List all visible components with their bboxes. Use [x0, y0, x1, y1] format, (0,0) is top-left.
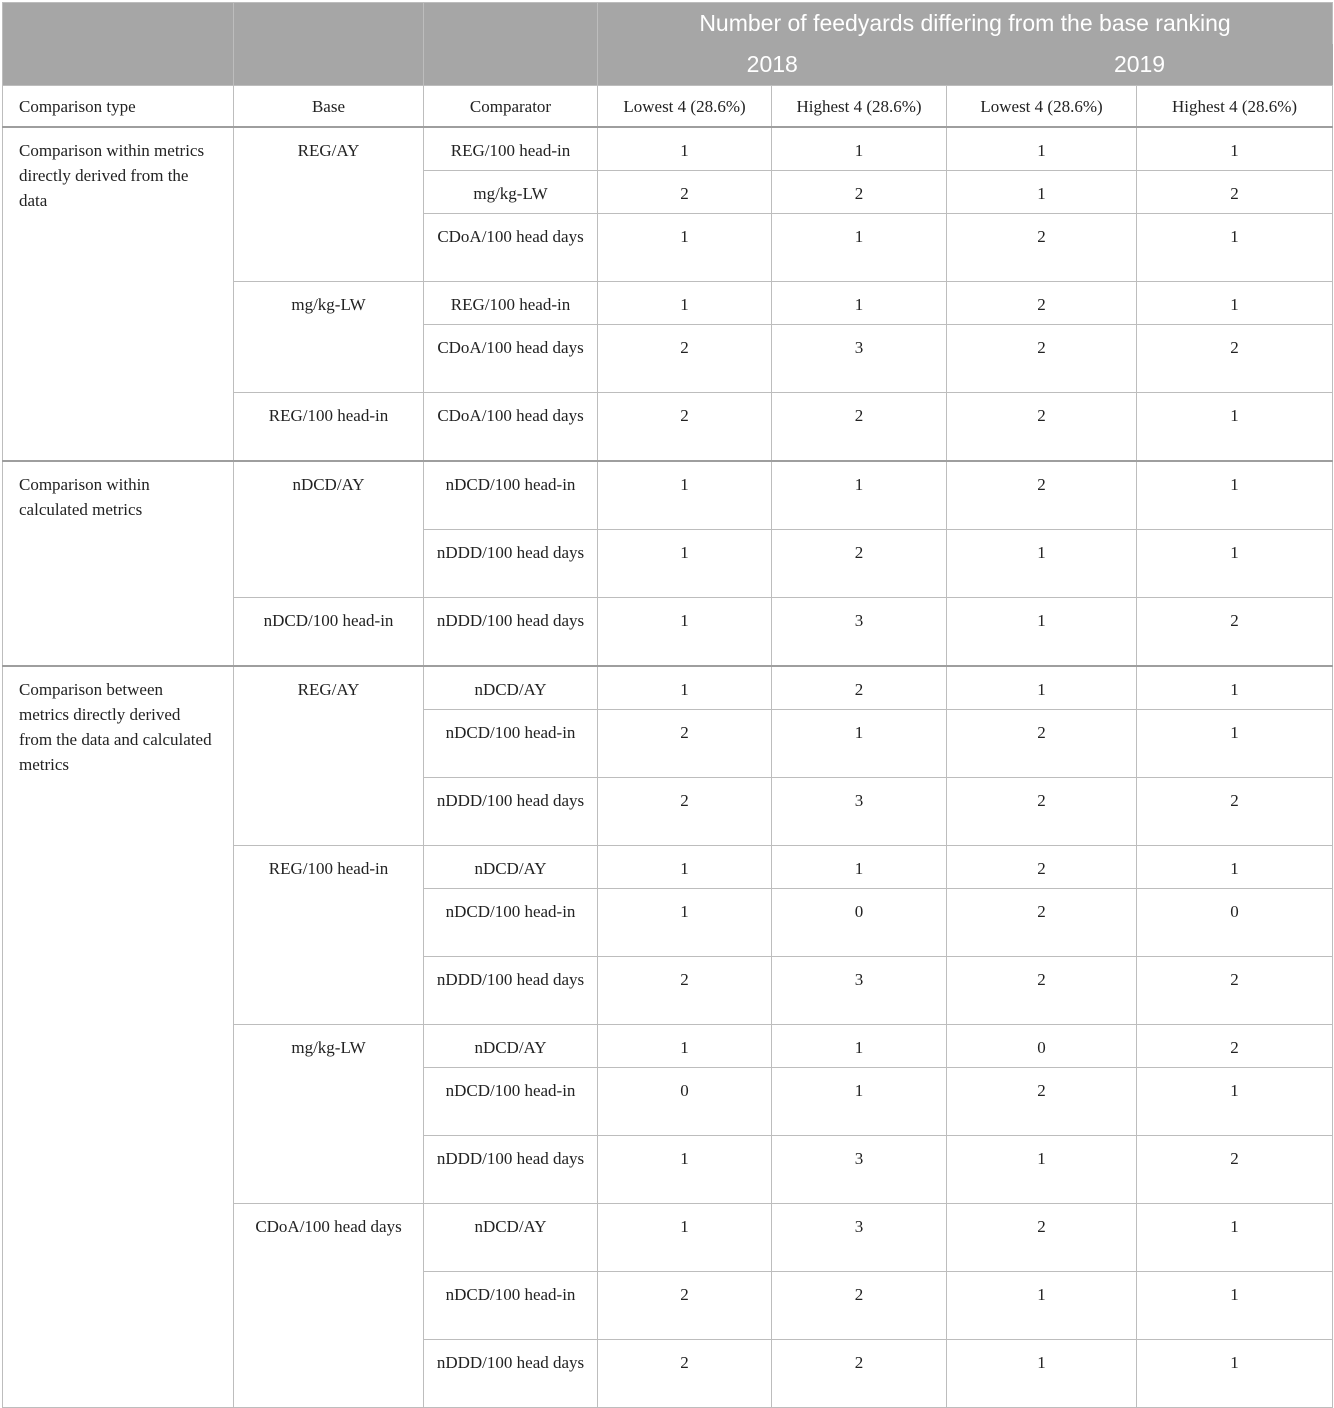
- base-cell: CDoA/100 head days: [234, 1204, 424, 1408]
- base-cell: REG/AY: [234, 666, 424, 846]
- highest-2019-cell: 2: [1137, 325, 1333, 393]
- lowest-2018-cell: 1: [598, 530, 772, 598]
- lowest-2019-cell: 1: [947, 171, 1137, 214]
- lowest-2019-cell: 1: [947, 598, 1137, 667]
- highest-2018-cell: 2: [772, 530, 947, 598]
- highest-2019-cell: 1: [1137, 1340, 1333, 1408]
- comparator-cell: nDDD/100 head days: [424, 957, 598, 1025]
- highest-2019-cell: 2: [1137, 778, 1333, 846]
- highest-2019-cell: 1: [1137, 666, 1333, 710]
- highest-2018-cell: 1: [772, 127, 947, 171]
- highest-2019-cell: 2: [1137, 1025, 1333, 1068]
- lowest-2019-cell: 1: [947, 530, 1137, 598]
- highest-2018-cell: 3: [772, 1204, 947, 1272]
- lowest-2018-cell: 1: [598, 214, 772, 282]
- highest-2019-cell: 2: [1137, 598, 1333, 667]
- highest-2018-cell: 1: [772, 1025, 947, 1068]
- highest-2019-cell: 1: [1137, 710, 1333, 778]
- highest-2019-cell: 1: [1137, 214, 1333, 282]
- base-cell: mg/kg-LW: [234, 282, 424, 393]
- highest-2019-cell: 1: [1137, 1068, 1333, 1136]
- base-cell: REG/AY: [234, 127, 424, 282]
- ranking-comparison-table: [2, 2, 1333, 1408]
- lowest-2018-cell: 2: [598, 1272, 772, 1340]
- comparator-cell: CDoA/100 head days: [424, 325, 598, 393]
- lowest-2018-cell: 2: [598, 393, 772, 462]
- highest-2019-cell: 2: [1137, 957, 1333, 1025]
- comparator-cell: nDCD/100 head-in: [424, 889, 598, 957]
- lowest-2019-cell: 1: [947, 1340, 1137, 1408]
- table-row: [3, 127, 1333, 171]
- lowest-2018-cell: 2: [598, 325, 772, 393]
- highest-2019-cell: 1: [1137, 393, 1333, 462]
- lowest-2018-cell: 1: [598, 127, 772, 171]
- lowest-2018-cell: 1: [598, 1025, 772, 1068]
- comparator-cell: nDDD/100 head days: [424, 1340, 598, 1408]
- comparator-cell: nDCD/AY: [424, 1204, 598, 1272]
- col-comparison-type: Comparison type: [3, 86, 234, 128]
- col-comparator: Comparator: [424, 86, 598, 128]
- lowest-2018-cell: 0: [598, 1068, 772, 1136]
- highest-2018-cell: 2: [772, 171, 947, 214]
- comparator-cell: nDDD/100 head days: [424, 598, 598, 667]
- highest-2019-cell: 1: [1137, 1272, 1333, 1340]
- col-lowest-2019: Lowest 4 (28.6%): [947, 86, 1137, 128]
- comparator-cell: nDCD/AY: [424, 846, 598, 889]
- lowest-2018-cell: 1: [598, 846, 772, 889]
- lowest-2018-cell: 1: [598, 889, 772, 957]
- header-blank-cell: [424, 3, 598, 86]
- highest-2018-cell: 1: [772, 214, 947, 282]
- lowest-2018-cell: 1: [598, 1204, 772, 1272]
- lowest-2018-cell: 2: [598, 171, 772, 214]
- lowest-2019-cell: 2: [947, 214, 1137, 282]
- comparison-type-cell: Comparison within metrics directly derived from the data: [3, 127, 234, 461]
- comparator-cell: nDCD/AY: [424, 1025, 598, 1068]
- lowest-2019-cell: 2: [947, 846, 1137, 889]
- lowest-2018-cell: 2: [598, 957, 772, 1025]
- year-2018-header: 2018: [598, 44, 947, 86]
- comparator-cell: nDCD/100 head-in: [424, 461, 598, 530]
- highest-2018-cell: 1: [772, 282, 947, 325]
- lowest-2018-cell: 1: [598, 666, 772, 710]
- highest-2018-cell: 2: [772, 1272, 947, 1340]
- table-row: [3, 461, 1333, 530]
- comparator-cell: nDDD/100 head days: [424, 530, 598, 598]
- highest-2018-cell: 2: [772, 1340, 947, 1408]
- lowest-2019-cell: 2: [947, 393, 1137, 462]
- highest-2018-cell: 1: [772, 461, 947, 530]
- highest-2019-cell: 1: [1137, 282, 1333, 325]
- column-header-row: [3, 86, 1333, 128]
- highest-2018-cell: 3: [772, 325, 947, 393]
- lowest-2018-cell: 2: [598, 778, 772, 846]
- lowest-2018-cell: 1: [598, 598, 772, 667]
- highest-2019-cell: 1: [1137, 127, 1333, 171]
- table-row: [3, 666, 1333, 710]
- comparison-type-cell: Comparison within calculated metrics: [3, 461, 234, 666]
- comparator-cell: REG/100 head-in: [424, 127, 598, 171]
- base-cell: REG/100 head-in: [234, 393, 424, 462]
- comparator-cell: nDCD/100 head-in: [424, 710, 598, 778]
- lowest-2018-cell: 2: [598, 1340, 772, 1408]
- lowest-2019-cell: 2: [947, 282, 1137, 325]
- highest-2018-cell: 3: [772, 778, 947, 846]
- highest-2018-cell: 2: [772, 393, 947, 462]
- lowest-2019-cell: 2: [947, 889, 1137, 957]
- comparator-cell: REG/100 head-in: [424, 282, 598, 325]
- lowest-2019-cell: 2: [947, 325, 1137, 393]
- year-2019-header: 2019: [947, 44, 1333, 86]
- base-cell: nDCD/100 head-in: [234, 598, 424, 667]
- lowest-2019-cell: 2: [947, 1204, 1137, 1272]
- highest-2019-cell: 2: [1137, 1136, 1333, 1204]
- comparator-cell: CDoA/100 head days: [424, 214, 598, 282]
- comparison-type-cell: Comparison between metrics directly derived from the data and calculated metrics: [3, 666, 234, 1408]
- highest-2018-cell: 1: [772, 710, 947, 778]
- lowest-2018-cell: 1: [598, 461, 772, 530]
- highest-2019-cell: 1: [1137, 1204, 1333, 1272]
- comparator-cell: nDCD/AY: [424, 666, 598, 710]
- comparator-cell: mg/kg-LW: [424, 171, 598, 214]
- lowest-2019-cell: 1: [947, 666, 1137, 710]
- super-title: Number of feedyards differing from the base ranking: [598, 3, 1333, 45]
- base-cell: nDCD/AY: [234, 461, 424, 598]
- lowest-2018-cell: 1: [598, 1136, 772, 1204]
- highest-2019-cell: 0: [1137, 889, 1333, 957]
- highest-2018-cell: 1: [772, 846, 947, 889]
- lowest-2019-cell: 2: [947, 1068, 1137, 1136]
- highest-2019-cell: 1: [1137, 530, 1333, 598]
- comparator-cell: nDDD/100 head days: [424, 1136, 598, 1204]
- comparator-cell: nDCD/100 head-in: [424, 1272, 598, 1340]
- comparator-cell: nDCD/100 head-in: [424, 1068, 598, 1136]
- highest-2019-cell: 1: [1137, 846, 1333, 889]
- col-lowest-2018: Lowest 4 (28.6%): [598, 86, 772, 128]
- comparator-cell: nDDD/100 head days: [424, 778, 598, 846]
- lowest-2019-cell: 1: [947, 1136, 1137, 1204]
- highest-2018-cell: 3: [772, 957, 947, 1025]
- lowest-2019-cell: 1: [947, 1272, 1137, 1340]
- highest-2019-cell: 1: [1137, 461, 1333, 530]
- lowest-2018-cell: 2: [598, 710, 772, 778]
- highest-2018-cell: 2: [772, 666, 947, 710]
- col-base: Base: [234, 86, 424, 128]
- col-highest-2019: Highest 4 (28.6%): [1137, 86, 1333, 128]
- lowest-2019-cell: 0: [947, 1025, 1137, 1068]
- lowest-2018-cell: 1: [598, 282, 772, 325]
- base-cell: mg/kg-LW: [234, 1025, 424, 1204]
- lowest-2019-cell: 1: [947, 127, 1137, 171]
- highest-2018-cell: 1: [772, 1068, 947, 1136]
- header-blank-cell: [3, 3, 234, 86]
- header-blank-cell: [234, 3, 424, 86]
- highest-2019-cell: 2: [1137, 171, 1333, 214]
- comparator-cell: CDoA/100 head days: [424, 393, 598, 462]
- highest-2018-cell: 0: [772, 889, 947, 957]
- highest-2018-cell: 3: [772, 598, 947, 667]
- table-super-header: [3, 3, 1333, 86]
- lowest-2019-cell: 2: [947, 710, 1137, 778]
- base-cell: REG/100 head-in: [234, 846, 424, 1025]
- highest-2018-cell: 3: [772, 1136, 947, 1204]
- lowest-2019-cell: 2: [947, 778, 1137, 846]
- lowest-2019-cell: 2: [947, 957, 1137, 1025]
- col-highest-2018: Highest 4 (28.6%): [772, 86, 947, 128]
- lowest-2019-cell: 2: [947, 461, 1137, 530]
